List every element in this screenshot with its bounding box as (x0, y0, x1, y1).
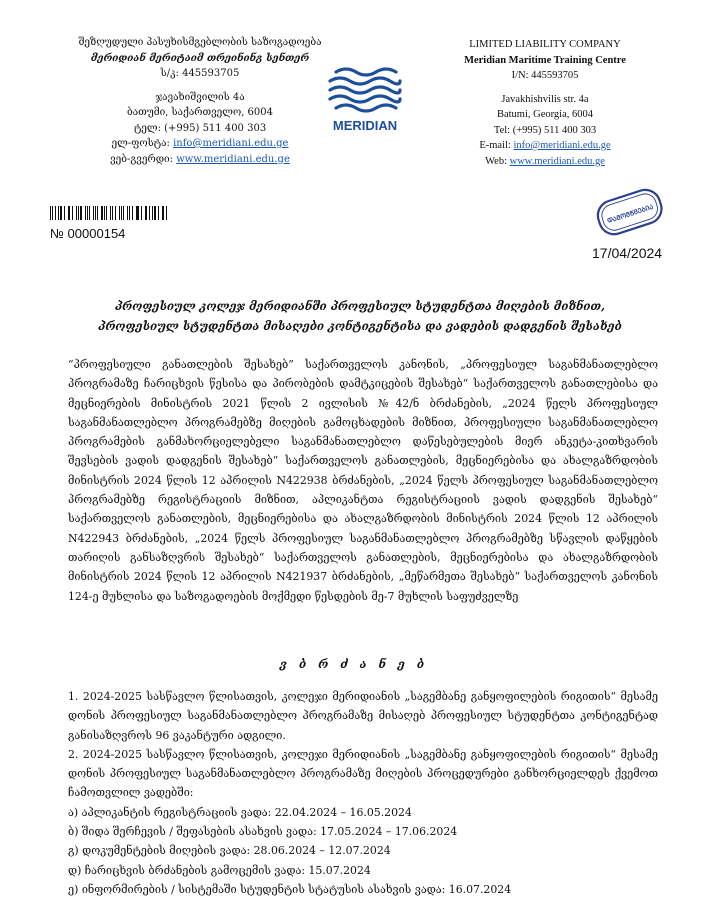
barcode-bar (97, 206, 98, 220)
order-item: 2. 2024-2025 სასწავლო წლისათვის, კოლეჯი მერიდიანის „საგემბანე განყოფილების რიგითის“ მესამე დონის პროფესიულ საგანმანათლებლო პროგრამაზე მიღების პროცედურები განხორციელდეს ქვემოთ ჩამოთვლილ ვადებში: (68, 747, 658, 800)
org-type-ka: შეზღუდული პასუხისმგებლობის საზოგადოება (78, 37, 322, 48)
order-subitem: ე) ინფორმირების / სისტემაში სტუდენტის სტატუსის ასახვის ვადა: 16.07.2024 (68, 882, 512, 896)
city-en: Batumi, Georgia, 6004 (496, 109, 594, 120)
barcode-bar (55, 206, 56, 220)
email-link-en[interactable]: info@meridiani.edu.ge (513, 140, 611, 151)
verification-stamp (592, 185, 668, 241)
barcode-bar (149, 206, 150, 220)
email-label-en: E-mail: (479, 140, 511, 151)
barcode (50, 206, 170, 220)
barcode-bar (137, 206, 138, 220)
barcode-bar (68, 206, 69, 220)
barcode-bar (106, 206, 107, 220)
phone-ka: ტელ: (+995) 511 400 303 (133, 122, 267, 134)
barcode-bar (152, 206, 153, 220)
document-title: პროფესიულ კოლეჯ მერიდიანში პროფესიულ სტუდენტთა მიღების მიზნით, პროფესიულ სტუდენტთა მისაღები კონტიგენტისა და ვადების დადგენის შესახებ (98, 299, 622, 333)
barcode-bar (136, 206, 137, 220)
barcode-bar (123, 206, 124, 220)
id-code-ka: ს/კ: 445593705 (160, 68, 240, 79)
barcode-bar (80, 206, 82, 220)
barcode-bar (58, 206, 59, 220)
barcode-bar (69, 206, 70, 220)
barcode-bar (119, 206, 120, 220)
org-type-en: LIMITED LIABILITY COMPANY (469, 39, 621, 50)
document-date: 17/04/2024 (592, 245, 663, 261)
web-row-ka (70, 152, 330, 168)
barcode-bar (146, 206, 147, 220)
web-link-en[interactable]: www.meridiani.edu.ge (509, 155, 605, 167)
order-subitem: ბ) შიდა შერჩევის / შეფასების ასახვის ვადა: 17.05.2024 – 17.06.2024 (68, 825, 458, 839)
order-subitem: გ) დოკუმენტების მიღების ვადა: 28.06.2024 – 12.07.2024 (68, 844, 391, 858)
barcode-bar (104, 206, 105, 220)
order-subitem: დ) ჩარიცხვის ბრძანების გამოცემის ვადა: 15.07.2024 (68, 863, 371, 877)
stamp-text: ᲓᲐᲛᲝᲛᲬᲛᲔᲑᲘᲐ (606, 202, 655, 226)
barcode-bar (166, 206, 167, 220)
email-label-ka: ელ-ფოსტა: (111, 138, 170, 149)
barcode-bar (121, 206, 122, 220)
street-en: Javakhishvilis str. 4a (501, 93, 589, 105)
email-link-ka[interactable]: info@meridiani.edu.ge (173, 138, 289, 149)
phone-en: Tel: (+995) 511 400 303 (493, 124, 597, 136)
barcode-bar (110, 206, 112, 220)
order-subitem: ა) აპლიკანტის რეგისტრაციის ვადა: 22.04.2024 – 16.05.2024 (68, 805, 412, 819)
city-ka: ბათუმი, საქართველო, 6004 (127, 107, 273, 118)
barcode-bar (112, 206, 113, 220)
preamble-paragraph: “პროფესიული განათლების შესახებ” საქართველოს კანონის, „პროფესიულ საგანმანათლებლო პროგრამაზე ჩარიცხვის წესისა და პირობების დამტკიცების შესახებ“ საქართველოს განათლებისა და მეცნიერების მინისტრის 2021 წლის 2 ივლისის №42/ნ ბრძანების, „2024 წელს პროფესიულ საგანმანათლებლო პროგრამებზე მიღების გამოცხადების მიზნით, პროფესიული საგანმანათლებლო პროგრამების განმახორციელებელი საგანმანათლებლო დაწესებულების მიერ ანკეტა-კითხვარის შევსების ვადის დადგენის შესახებ“ საქართველოს განათლების, მეცნიერებისა და ახალგაზრდობის მინისტრის 2024 წლის 12 აპრილის N422938 ბრძანების, „2024 წელს პროფესიულ საგანმანათლებლო პროგრამებზე რეგისტრაციის მიზნით, აპლიკანტთა რეგისტრაციის ვადის დადგენის შესახებ“ საქართველოს განათლების, მეცნიერებისა და ახალგაზრდობის მინისტრის 2024 წლის 12 აპრილის N422943 ბრძანების, „2024 წელს პროფესიულ საგანმანათლებლო პროგრამებზე სწავლის დაწყების თარიღის განსაზღვრის შესახებ“ საქართველოს განათლების, მეცნიერებისა და ახალგაზრდობის მინისტრის 2024 წლის 12 აპრილის N421937 ბრძანების, „მეწარმეთა შესახებ“ საქართველოს კანონის 124-ე მუხლისა და საზოგადოების მოქმედი წესდების მე-7 მუხლის საფუძველზე (68, 358, 658, 603)
header-right (430, 37, 660, 169)
web-label-en: Web: (485, 155, 508, 167)
barcode-bar (95, 206, 96, 220)
barcode-bar (76, 206, 77, 220)
barcode-bar (132, 206, 133, 220)
barcode-bar (127, 206, 128, 220)
barcode-bar (154, 206, 156, 220)
barcode-bar (52, 206, 53, 220)
header-left (70, 35, 330, 167)
org-name-ka: მერიდიან მერიტაიმ თრეინინგ სენთერ (90, 52, 310, 64)
web-link-ka[interactable]: www.meridiani.edu.ge (176, 153, 290, 165)
barcode-bar (93, 206, 94, 220)
barcode-bar (115, 206, 116, 220)
barcode-bar (162, 206, 163, 220)
barcode-bar (50, 206, 51, 220)
web-label-ka: ვებ-გვერდი: (110, 153, 173, 165)
barcode-bar (129, 206, 131, 220)
barcode-bar (60, 206, 62, 220)
barcode-bar (145, 206, 146, 220)
email-row-ka (70, 136, 330, 152)
org-name-en: Meridian Maritime Training Centre (464, 54, 626, 66)
document-number: № 00000154 (50, 226, 126, 241)
email-row-en (430, 138, 660, 154)
barcode-bar (78, 206, 79, 220)
street-ka: ჯავახიშვილის 4ა (155, 91, 245, 103)
order-items (68, 687, 658, 899)
barcode-bar (85, 206, 86, 220)
order-item: 1. 2024-2025 სასწავლო წლისათვის, კოლეჯი მერიდიანის „საგემბანე განყოფილების რიგითის“ მესამე დონის პროფესიულ საგანმანათლებლო პროგრამაზე მისაღებ პროფესიულ სტუდენტთა კონტიგენტად განისაზღვროს 96 ვაკანტური ადგილი. (68, 690, 658, 742)
barcode-bar (89, 206, 90, 220)
order-heading: ვ ბ რ ძ ა ნ ე ბ (279, 657, 429, 671)
barcode-bar (72, 206, 73, 220)
barcode-bar (158, 206, 159, 220)
id-code-en: I/N: 445593705 (511, 70, 579, 81)
barcode-bar (163, 206, 164, 220)
barcode-bar (64, 206, 65, 220)
barcode-bar (141, 206, 142, 220)
web-row-en (430, 154, 660, 170)
meridian-logo (300, 58, 430, 138)
barcode-bar (101, 206, 102, 220)
barcode-bar (87, 206, 88, 220)
logo-text: MERIDIAN (332, 118, 398, 133)
